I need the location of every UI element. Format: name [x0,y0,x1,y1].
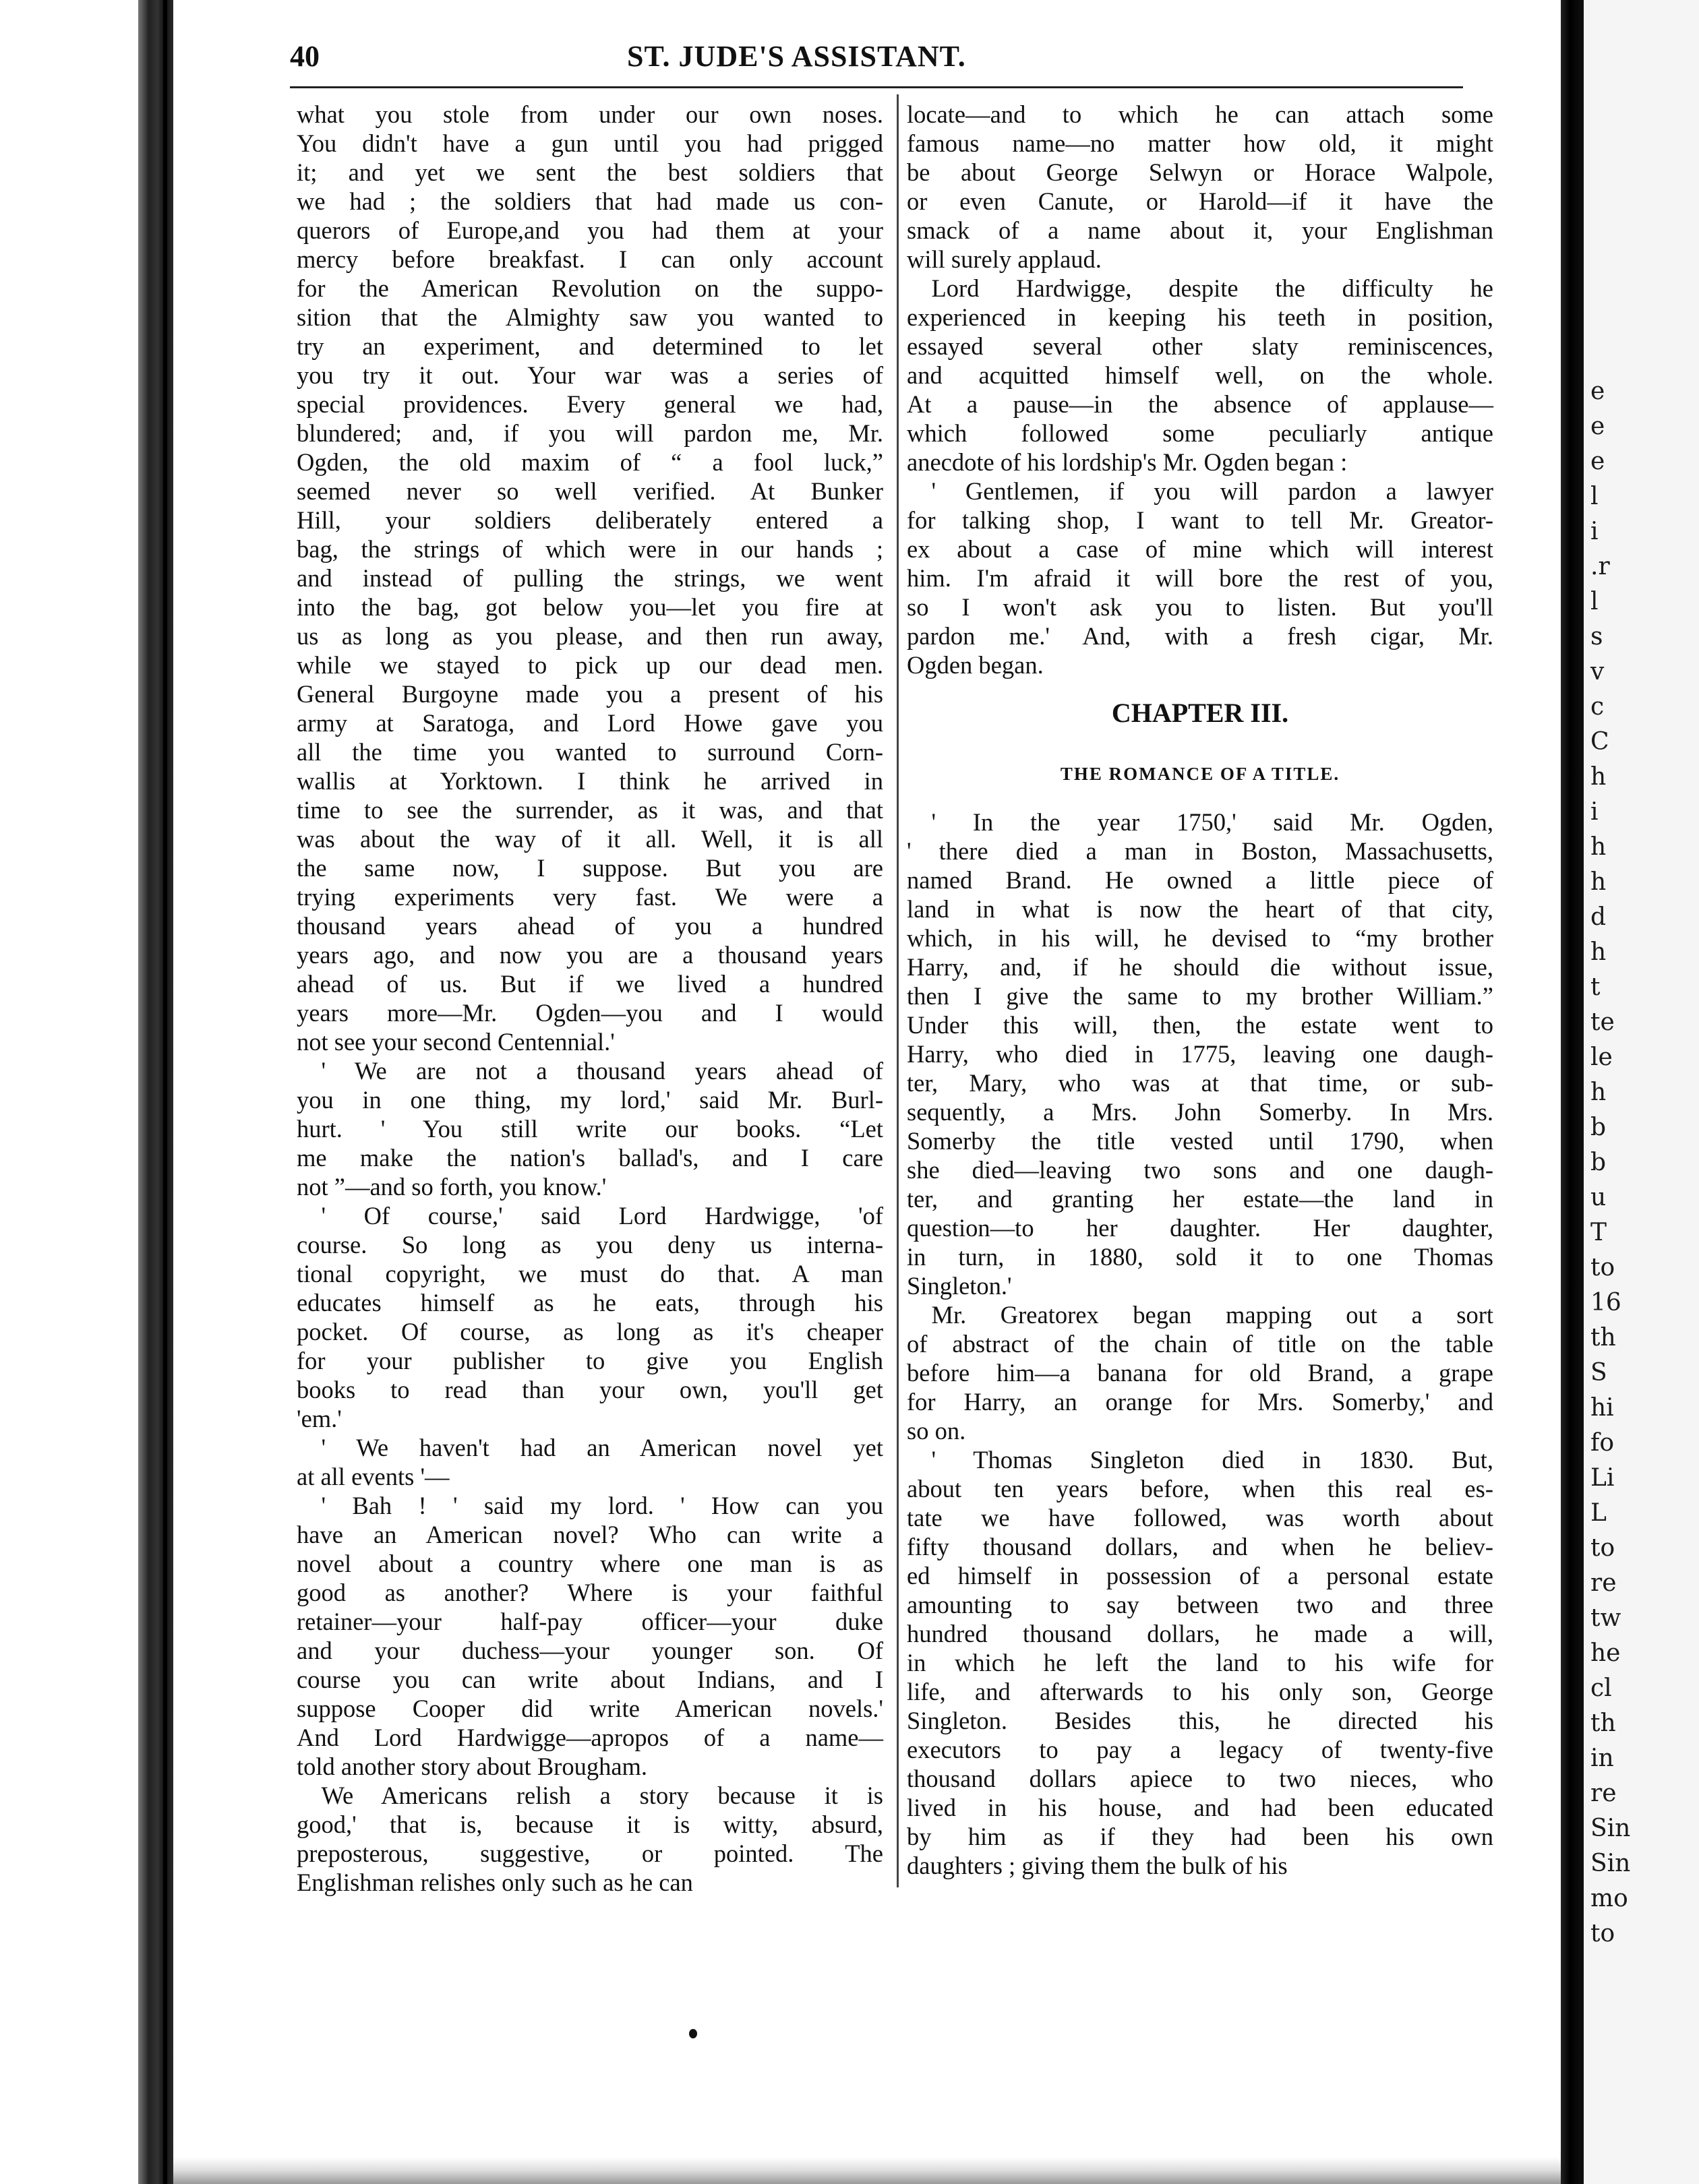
text-line: years more—Mr. Ogden—you and I would [297,999,883,1027]
text-line: suppose Cooper did write American novels.' [297,1695,883,1722]
text-line: for your publisher to give you English [297,1347,883,1374]
text-line: of abstract of the chain of title on the table [907,1330,1493,1358]
text-line: ' Gentlemen, if you will pardon a lawyer [907,477,1493,505]
facing-page-fragment: T [1590,1219,1607,1246]
facing-page-fragment: L [1590,1499,1607,1527]
text-line: wallis at Yorktown. I think he arrived in [297,767,883,795]
facing-page-fragment: Sin [1590,1815,1631,1842]
text-line: experienced in keeping his teeth in position, [907,303,1493,331]
text-line: land in what is now the heart of that city, [907,895,1493,923]
text-line: special providences. Every general we had, [297,390,883,418]
text-line: Singleton. Besides this, he directed his [907,1707,1493,1734]
chapter-subtitle: THE ROMANCE OF A TITLE. [1060,764,1340,784]
text-line: books to read than your own, you'll get [297,1376,883,1403]
text-line: us as long as you please, and then run away, [297,622,883,650]
facing-page-fragment: th [1590,1324,1616,1352]
text-line: good as another? Where is your faithful [297,1579,883,1606]
text-line: try an experiment, and determined to let [297,332,883,360]
facing-page-fragment: i [1590,518,1599,545]
text-line: Ogden, the old maxim of “ a fool luck,” [297,448,883,476]
facing-page-fragment: cl [1590,1674,1612,1702]
running-head: ST. JUDE'S ASSISTANT. [627,40,966,73]
page-bottom-edge [173,2157,1561,2184]
right-column-bottom-text [907,808,1493,1880]
facing-page-fragment: l [1590,588,1599,615]
facing-page-fragment: l [1590,483,1599,510]
text-line: for Harry, an orange for Mrs. Somerby,' and [907,1388,1493,1416]
text-line: have an American novel? Who can write a [297,1521,883,1548]
text-line: into the bag, got below you—let you fire at [297,593,883,621]
text-line: novel about a country where one man is as [297,1550,883,1577]
text-line: Mr. Greatorex began mapping out a sort [907,1301,1493,1329]
text-line: ' there died a man in Boston, Massachusetts, [907,837,1493,865]
text-line: ex about a case of mine which will interest [907,535,1493,563]
text-line: thousand years ahead of you a hundred [297,912,883,940]
text-line: be about George Selwyn or Horace Walpole, [907,158,1493,186]
text-line: seemed never so well verified. At Bunker [297,477,883,505]
text-line: bag, the strings of which were in our hands ; [297,535,883,563]
text-line: the same now, I suppose. But you are [297,854,883,882]
facing-page-fragment: t [1590,973,1601,1001]
facing-page-fragment: e [1590,448,1605,475]
text-line: thousand dollars apiece to two nieces, who [907,1765,1493,1792]
text-line: by him as if they had been his own [907,1823,1493,1850]
text-line: hurt. ' You still write our books. “Let [297,1115,883,1143]
text-line: ' Bah ! ' said my lord. ' How can you [297,1492,883,1519]
page-header [290,39,1463,82]
text-line: Under this will, then, the estate went to [907,1011,1493,1039]
facing-page-fragment: th [1590,1709,1616,1737]
text-line: daughters ; giving them the bulk of his [907,1852,1288,1879]
facing-page-edge [1584,0,1699,2184]
text-line: lived in his house, and had been educated [907,1794,1493,1821]
text-line: and instead of pulling the strings, we went [297,564,883,592]
facing-page-fragment: h [1590,763,1607,791]
text-line: Lord Hardwigge, despite the difficulty he [907,274,1493,302]
facing-page-fragment: h [1590,1079,1607,1106]
text-line: was about the way of it all. Well, it is all [297,825,883,853]
facing-page-fragment: Li [1590,1464,1615,1492]
text-line: named Brand. He owned a little piece of [907,866,1493,894]
text-line: or even Canute, or Harold—if it have the [907,187,1493,215]
text-line: ' Thomas Singleton died in 1830. But, [907,1446,1493,1474]
facing-page-fragment: te [1590,1008,1615,1036]
text-line: so on. [907,1417,966,1445]
text-line: retainer—your half-pay officer—your duke [297,1608,883,1635]
text-line: hundred thousand dollars, he made a will, [907,1620,1493,1647]
text-line: we had ; the soldiers that had made us con- [297,187,883,215]
text-line: ' Of course,' said Lord Hardwigge, 'of [297,1202,883,1230]
text-line: years ago, and now you are a thousand years [297,941,883,969]
text-line: while we stayed to pick up our dead men. [297,651,883,679]
text-line: Englishman relishes only such as he can [297,1869,693,1896]
text-line: Harry, who died in 1775, leaving one daugh- [907,1040,1493,1068]
facing-page-fragment: Sin [1590,1850,1631,1877]
text-line: pardon me.' And, with a fresh cigar, Mr. [907,622,1493,650]
text-line: querors of Europe,and you had them at your [297,216,883,244]
text-line: ahead of us. But if we lived a hundred [297,970,883,998]
text-line: At a pause—in the absence of applause— [907,390,1493,418]
text-line: will surely applaud. [907,245,1102,273]
text-line: And Lord Hardwigge—apropos of a name— [297,1724,883,1751]
text-line: smack of a name about it, your Englishman [907,216,1493,244]
text-line: which, in his will, he devised to “my brother [907,924,1493,952]
text-line: blundered; and, if you will pardon me, Mr. [297,419,883,447]
facing-page-fragment: 16 [1590,1289,1621,1316]
text-line: for the American Revolution on the suppo- [297,274,883,302]
text-line: told another story about Brougham. [297,1753,648,1780]
text-line: what you stole from under our own noses. [297,100,883,128]
facing-page-fragment: he [1590,1639,1621,1667]
facing-page-fragment: re [1590,1780,1617,1807]
right-column [907,100,1493,1880]
text-line: ter, and granting her estate—the land in [907,1185,1493,1213]
text-line: amounting to say between two and three [907,1591,1493,1618]
facing-page-fragment: to [1590,1254,1615,1281]
page-fold-shadow [1561,0,1584,2184]
binding-gutter [138,0,173,2184]
facing-page-fragment: c [1590,693,1605,721]
text-line: and your duchess—your younger son. Of [297,1637,883,1664]
facing-page-fragment: h [1590,833,1607,861]
facing-page-fragment: b [1590,1149,1607,1176]
page-number: 40 [290,40,320,73]
text-line: you try it out. Your war was a series of [297,361,883,389]
text-line: You didn't have a gun until you had prigged [297,129,883,157]
facing-page-fragment: in [1590,1745,1614,1772]
left-column [297,100,883,1897]
text-line: trying experiments very fast. We were a [297,883,883,911]
text-line: him. I'm afraid it will bore the rest of you, [907,564,1493,592]
text-line: time to see the surrender, as it was, and that [297,796,883,824]
text-line: ' We haven't had an American novel yet [297,1434,883,1461]
text-line: pocket. Of course, as long as it's cheaper [297,1318,883,1345]
facing-page-fragment: u [1590,1184,1607,1211]
facing-page-fragment: e [1590,413,1605,440]
facing-page-fragment: to [1590,1920,1615,1947]
text-line: in turn, in 1880, sold it to one Thomas [907,1243,1493,1271]
text-line: preposterous, suggestive, or pointed. The [297,1840,883,1867]
facing-page-fragment: hi [1590,1394,1614,1422]
text-line: 'em.' [297,1405,342,1432]
text-line: army at Saratoga, and Lord Howe gave you [297,709,883,737]
facing-page-fragment: s [1590,623,1603,650]
text-line: she died—leaving two sons and one daugh- [907,1156,1493,1184]
facing-page-fragment: le [1590,1043,1613,1071]
text-line: me make the nation's ballad's, and I care [297,1144,883,1172]
text-line: so I won't ask you to listen. But you'll [907,593,1493,621]
text-line: famous name—no matter how old, it might [907,129,1493,157]
text-line: essayed several other slaty reminiscences, [907,332,1493,360]
text-line: fifty thousand dollars, and when he believ- [907,1533,1493,1560]
text-line: and acquitted himself well, on the whole. [907,361,1493,389]
text-line: good,' that is, because it is witty, absurd, [297,1811,883,1838]
text-line: mercy before breakfast. I can only account [297,245,883,273]
facing-page-fragment: h [1590,938,1607,966]
text-line: question—to her daughter. Her daughter, [907,1214,1493,1242]
facing-page-fragment: tw [1590,1604,1621,1632]
text-line: which followed some peculiarly antique [907,419,1493,447]
facing-page-fragment: d [1590,903,1607,931]
text-line: Somerby the title vested until 1790, when [907,1127,1493,1155]
text-line: locate—and to which he can attach some [907,100,1493,128]
text-line: before him—a banana for old Brand, a grape [907,1359,1493,1387]
text-line: Singleton.' [907,1272,1012,1300]
text-line: life, and afterwards to his only son, George [907,1678,1493,1705]
facing-page-fragment: to [1590,1534,1615,1562]
text-line: at all events '— [297,1463,450,1490]
text-line: Harry, and, if he should die without issue, [907,953,1493,981]
facing-page-fragment: h [1590,868,1607,896]
text-line: not ”—and so forth, you know.' [297,1173,607,1201]
text-line: ter, Mary, who was at that time, or sub- [907,1069,1493,1097]
text-line: all the time you wanted to surround Corn- [297,738,883,766]
ink-mark [689,2029,697,2038]
facing-page-fragment: re [1590,1569,1617,1597]
text-line: General Burgoyne made you a present of his [297,680,883,708]
text-line: you in one thing, my lord,' said Mr. Burl- [297,1086,883,1114]
facing-page-fragment: S [1590,1359,1607,1387]
facing-page-fragment: C [1590,728,1609,756]
right-column-top-text [907,100,1493,679]
column-divider [897,94,899,1887]
text-line: ' We are not a thousand years ahead of [297,1057,883,1085]
text-line: in which he left the land to his wife for [907,1649,1493,1676]
text-line: course. So long as you deny us interna- [297,1231,883,1258]
header-rule [290,86,1463,88]
facing-page-fragment: e [1590,377,1605,405]
text-line: executors to pay a legacy of twenty-five [907,1736,1493,1763]
facing-page-fragment: i [1590,798,1599,826]
facing-page-fragment: .r [1590,553,1610,580]
facing-page-fragment: fo [1590,1429,1614,1457]
text-line: for talking shop, I want to tell Mr. Greator- [907,506,1493,534]
text-line: tional copyright, we must do that. A man [297,1260,883,1287]
text-line: ed himself in possession of a personal estate [907,1562,1493,1589]
text-line: Ogden began. [907,651,1044,679]
text-line: sition that the Almighty saw you wanted to [297,303,883,331]
text-line: it; and yet we sent the best soldiers that [297,158,883,186]
text-line: tate we have followed, was worth about [907,1504,1493,1531]
text-line: We Americans relish a story because it is [297,1782,883,1809]
text-line: ' In the year 1750,' said Mr. Ogden, [907,808,1493,836]
text-line: course you can write about Indians, and I [297,1666,883,1693]
text-line: then I give the same to my brother William.” [907,982,1493,1010]
facing-page-fragment: mo [1590,1885,1628,1912]
facing-page-fragment: v [1590,658,1605,686]
text-line: about ten years before, when this real es- [907,1475,1493,1503]
chapter-heading: CHAPTER III. [1111,698,1289,728]
text-line: not see your second Centennial.' [297,1028,615,1056]
text-line: anecdote of his lordship's Mr. Ogden began : [907,448,1348,476]
facing-page-fragment: b [1590,1114,1607,1141]
text-line: Hill, your soldiers deliberately entered a [297,506,883,534]
binding-edge [163,0,167,2184]
text-line: educates himself as he eats, through his [297,1289,883,1316]
text-line: sequently, a Mrs. John Somerby. In Mrs. [907,1098,1493,1126]
